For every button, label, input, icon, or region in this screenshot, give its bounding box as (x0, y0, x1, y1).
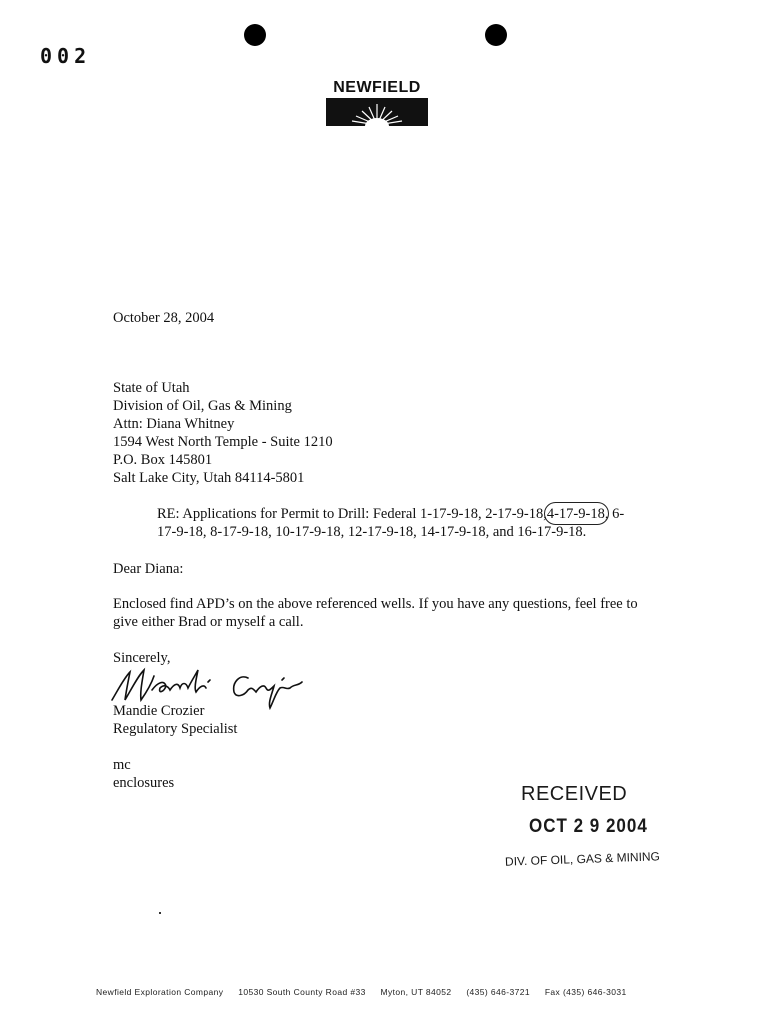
address-line: 1594 West North Temple - Suite 1210 (113, 434, 333, 450)
received-stamp-date: OCT 2 9 2004 (529, 814, 648, 837)
letter-date: October 28, 2004 (113, 310, 215, 326)
letterhead-footer (96, 987, 639, 997)
signer-name: Mandie Crozier (113, 703, 205, 719)
address-line: Division of Oil, Gas & Mining (113, 398, 292, 414)
address-line: State of Utah (113, 380, 190, 396)
subject-suffix: , 6- (604, 506, 625, 522)
address-line: Salt Lake City, Utah 84114-5801 (113, 470, 305, 486)
hole-punch-left (244, 24, 266, 46)
footer-address: 10530 South County Road #33 (238, 987, 366, 997)
company-logo-text: NEWFIELD (333, 79, 421, 96)
received-stamp-division: DIV. OF OIL, GAS & MINING (504, 849, 661, 869)
circled-well-number: 4-17-9-18 (546, 506, 605, 522)
address-line: P.O. Box 145801 (113, 452, 213, 468)
typist-initials: mc (113, 757, 131, 773)
enclosures-note: enclosures (113, 775, 175, 791)
salutation: Dear Diana: (113, 561, 184, 577)
sunburst-logo-icon (326, 98, 428, 126)
closing: Sincerely, (113, 650, 171, 666)
footer-city: Myton, UT 84052 (380, 987, 452, 997)
hole-punch-right (485, 24, 507, 46)
recipient-address (113, 379, 333, 487)
page-number: 002 (40, 44, 92, 68)
initials-block (113, 756, 174, 792)
signer-block (113, 702, 237, 738)
footer-phone: (435) 646-3721 (466, 987, 531, 997)
subject-reference (157, 505, 637, 541)
subject-line-2: 17-9-18, 8-17-9-18, 10-17-9-18, 12-17-9-18, 14-17-9-18, and 16-17-9-18. (157, 524, 587, 540)
footer-fax: Fax (435) 646-3031 (544, 987, 627, 997)
body-paragraph: Enclosed find APD’s on the above referenced wells. If you have any questions, feel free to give either Brad or myself a call. (113, 596, 638, 630)
scan-speck (159, 912, 161, 914)
signer-title: Regulatory Specialist (113, 721, 238, 737)
address-line: Attn: Diana Whitney (113, 416, 235, 432)
footer-company: Newfield Exploration Company (96, 987, 224, 997)
subject-prefix: RE: Applications for Permit to Drill: Federal 1-17-9-18, 2-17-9-18, (157, 506, 547, 522)
received-stamp: RECEIVED (521, 783, 628, 805)
subject-line-1 (157, 505, 637, 523)
